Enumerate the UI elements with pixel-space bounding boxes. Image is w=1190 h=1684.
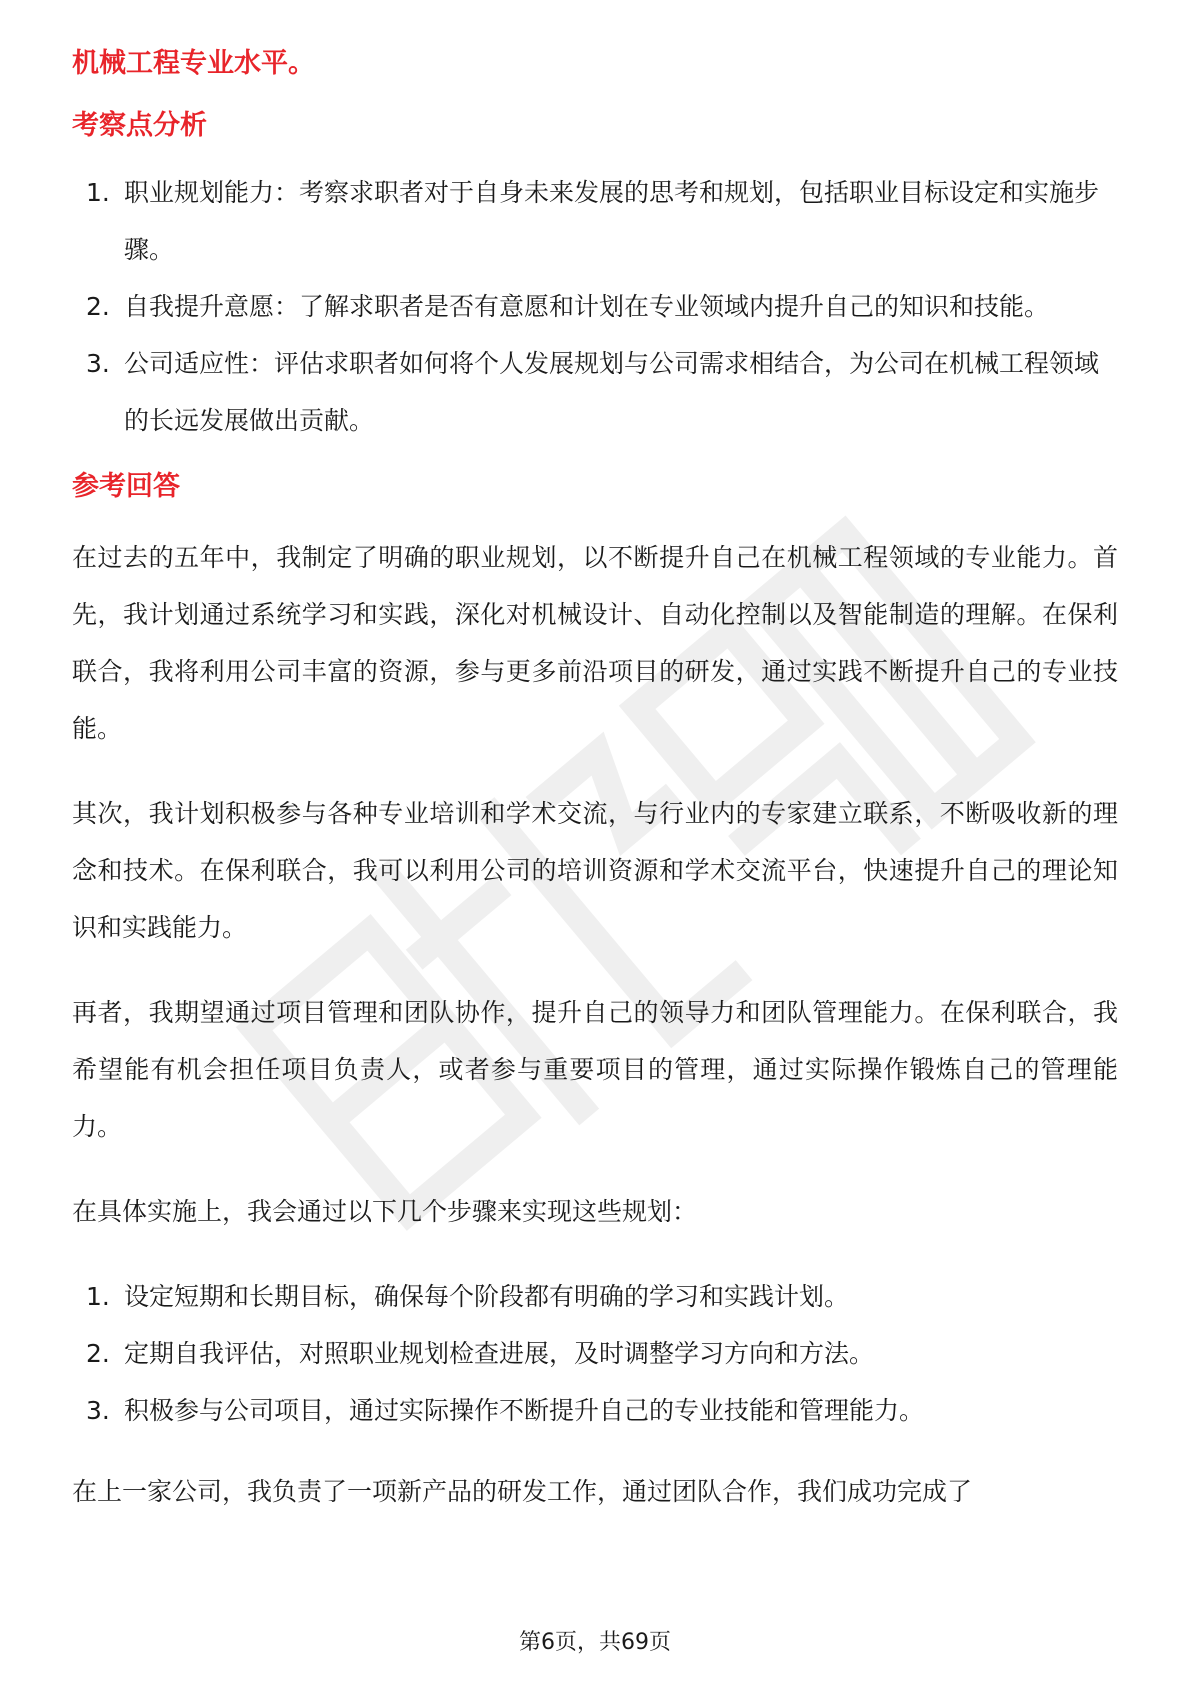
step-item [72, 1268, 1118, 1325]
step-item-text: 设定短期和长期目标，确保每个阶段都有明确的学习和实践计划。 [124, 1282, 850, 1311]
answer-heading: 参考回答 [72, 471, 180, 502]
answer-paragraph: 在具体实施上，我会通过以下几个步骤来实现这些规划： [72, 1197, 698, 1226]
answer-paragraph: 其次，我计划积极参与各种专业培训和学术交流，与行业内的专家建立联系，不断吸收新的理念和技术。在保利联合，我可以利用公司的培训资源和学术交流平台，快速提升自己的理论知识和实践能力。 [72, 799, 1118, 942]
closing-paragraph: 在上一家公司，我负责了一项新产品的研发工作，通过团队合作，我们成功完成了 [72, 1477, 973, 1506]
step-item [72, 1325, 1118, 1382]
list-number: 3. [86, 1396, 110, 1425]
list-number: 2. [86, 1339, 110, 1368]
answer-paragraph: 在过去的五年中，我制定了明确的职业规划，以不断提升自己在机械工程领域的专业能力。首先，我计划通过系统学习和实践，深化对机械设计、自动化控制以及智能制造的理解。在保利联合，我将利用公司丰富的资源，参与更多前沿项目的研发，通过实践不断提升自己的专业技能。 [72, 543, 1118, 743]
list-number: 1. [86, 178, 110, 207]
analysis-item [72, 278, 1118, 335]
steps-list [72, 1268, 1118, 1439]
analysis-list [72, 164, 1118, 449]
analysis-item-text: 职业规划能力：考察求职者对于自身未来发展的思考和规划，包括职业目标设定和实施步骤。 [124, 178, 1100, 264]
analysis-item-text: 自我提升意愿：了解求职者是否有意愿和计划在专业领域内提升自己的知识和技能。 [124, 292, 1050, 321]
analysis-heading: 考察点分析 [72, 110, 207, 141]
step-item [72, 1382, 1118, 1439]
page-footer: 第6页，共69页 [519, 1630, 671, 1655]
step-item-text: 积极参与公司项目，通过实际操作不断提升自己的专业技能和管理能力。 [124, 1396, 925, 1425]
step-item-text: 定期自我评估，对照职业规划检查进展，及时调整学习方向和方法。 [124, 1339, 875, 1368]
analysis-item [72, 335, 1118, 449]
list-number: 1. [86, 1282, 110, 1311]
list-number: 3. [86, 349, 110, 378]
answer-paragraph: 再者，我期望通过项目管理和团队协作，提升自己的领导力和团队管理能力。在保利联合，我希望能有机会担任项目负责人，或者参与重要项目的管理，通过实际操作锻炼自己的管理能力。 [72, 998, 1118, 1141]
list-number: 2. [86, 292, 110, 321]
analysis-item-text: 公司适应性：评估求职者如何将个人发展规划与公司需求相结合，为公司在机械工程领域的长远发展做出贡献。 [124, 349, 1100, 435]
analysis-item [72, 164, 1118, 278]
intro-heading: 机械工程专业水平。 [72, 48, 315, 79]
page-content [72, 44, 1118, 1548]
